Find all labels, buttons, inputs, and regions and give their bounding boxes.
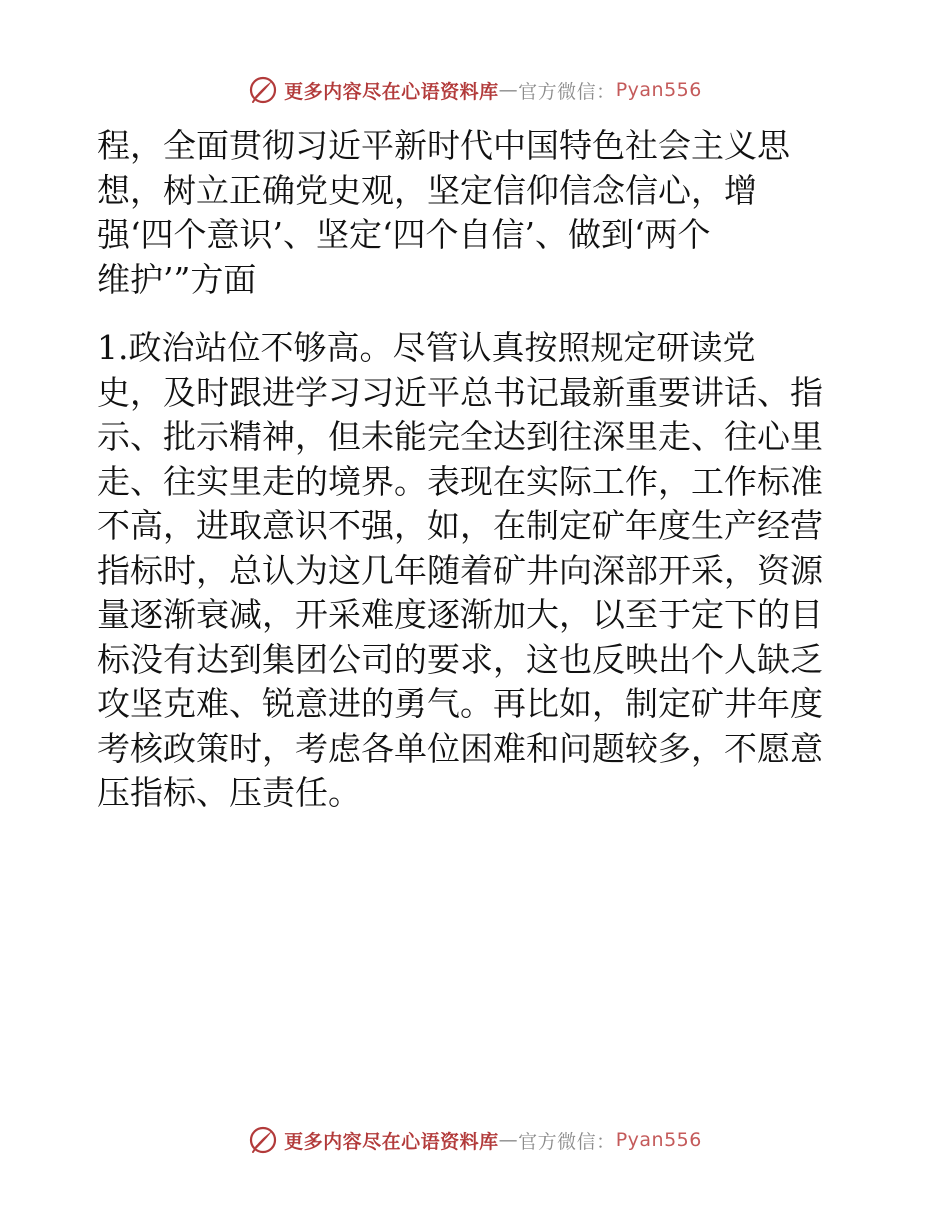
banner-separator: — <box>498 1129 519 1151</box>
body-line: 攻坚克难、锐意进的勇气。再比如，制定矿井年度 <box>97 684 823 723</box>
body-line: 量逐渐衰减，开采难度逐渐加大，以至于定下的目 <box>97 595 823 634</box>
banner-contact-id: Pyan556 <box>615 79 702 101</box>
body-line: 考核政策时，考虑各单位困难和问题较多，不愿意 <box>97 728 823 768</box>
heading-line: 维护’”方面 <box>97 259 257 299</box>
heading-line: 程，全面贯彻习近平新时代中国特色社会主义思 <box>97 126 790 165</box>
heading-line: 强‘四个意识’、坚定‘四个自信’、做到‘两个 <box>97 215 711 254</box>
feather-logo-icon <box>248 1125 278 1155</box>
banner-main-text: 更多内容尽在心语资料库 <box>284 1130 499 1153</box>
banner-contact-label: 官方微信： <box>518 1130 616 1153</box>
banner-separator: — <box>498 79 519 101</box>
body-line: 示、批示精神，但未能完全达到往深里走、往心里 <box>97 417 823 456</box>
body-paragraph <box>97 326 853 816</box>
banner-contact-label: 官方微信： <box>518 80 616 103</box>
body-line: 标没有达到集团公司的要求，这也反映出个人缺乏 <box>97 639 823 679</box>
body-line: 不高，进取意识不强，如，在制定矿年度生产经营 <box>97 506 823 545</box>
document-body <box>97 124 853 816</box>
body-line: 1.政治站位不够高。尽管认真按照规定研读党 <box>97 328 756 367</box>
body-line: 压指标、压责任。 <box>97 773 361 812</box>
body-line: 走、往实里走的境界。表现在实际工作，工作标准 <box>97 461 823 501</box>
banner-main-text: 更多内容尽在心语资料库 <box>284 80 499 103</box>
footer-watermark-banner <box>0 1122 950 1158</box>
body-line: 史，及时跟进学习习近平总书记最新重要讲话、指 <box>97 372 823 412</box>
feather-logo-icon <box>248 75 278 105</box>
header-watermark-banner <box>0 72 950 108</box>
body-line: 指标时，总认为这几年随着矿井向深部开采，资源 <box>97 550 823 590</box>
banner-contact-id: Pyan556 <box>615 1129 702 1151</box>
heading-line: 想，树立正确党史观，坚定信仰信念信心，增 <box>97 170 757 210</box>
section-heading <box>97 124 853 302</box>
